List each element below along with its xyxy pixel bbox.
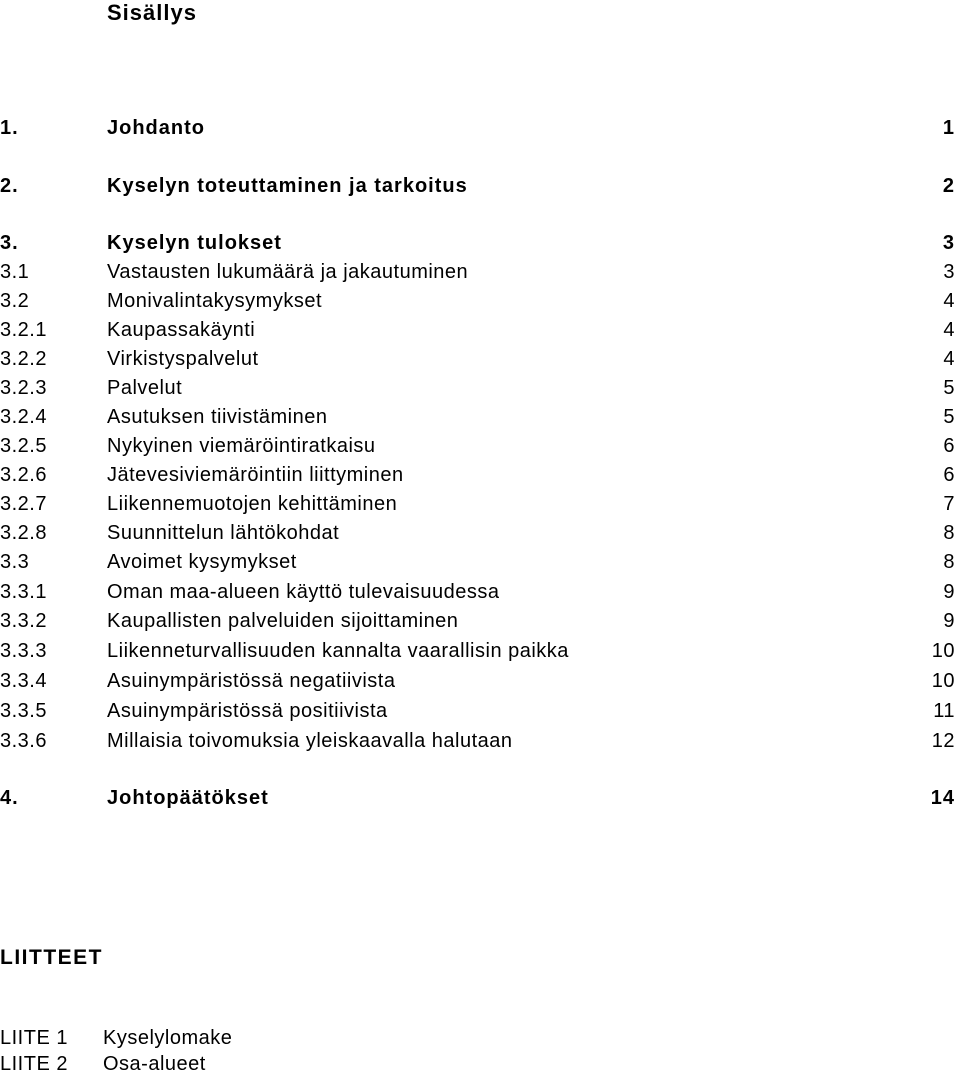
toc-page-number: 5 xyxy=(943,406,955,428)
toc-page-number: 2 xyxy=(942,175,955,197)
toc-page-number: 3 xyxy=(942,232,955,254)
toc-title: Liikenneturvallisuuden kannalta vaarallisin paikka xyxy=(107,640,569,662)
toc-number: 3.2.3 xyxy=(0,377,47,399)
toc-page-number: 4 xyxy=(943,319,955,341)
toc-title: Monivalintakysymykset xyxy=(107,290,323,312)
toc-number: 3.2.7 xyxy=(0,493,47,515)
toc-number: 3.2.1 xyxy=(0,319,47,341)
toc-entry xyxy=(0,548,955,576)
toc-number: 1. xyxy=(0,117,19,139)
toc-number: 3.3 xyxy=(0,551,30,573)
toc-title: Millaisia toivomuksia yleiskaavalla halutaan xyxy=(107,730,513,752)
toc-number: 3.2 xyxy=(0,290,30,312)
page-title: Sisällys xyxy=(107,0,197,25)
toc-title: Avoimet kysymykset xyxy=(107,551,297,573)
toc-number: 3.3.1 xyxy=(0,581,47,603)
toc-page-number: 1 xyxy=(942,117,955,139)
toc-number: 3.3.2 xyxy=(0,610,47,632)
toc-entry xyxy=(0,229,955,257)
toc-page-number: 4 xyxy=(943,348,955,370)
toc-number: 4. xyxy=(0,787,19,809)
toc-title: Asuinympäristössä positiivista xyxy=(107,700,388,722)
appendix-label: LIITE 1 xyxy=(0,1027,68,1049)
toc-entry xyxy=(0,519,955,547)
toc-number: 3.2.2 xyxy=(0,348,47,370)
toc-title: Liikennemuotojen kehittäminen xyxy=(107,493,398,515)
toc-entry xyxy=(0,727,955,755)
toc-entry xyxy=(0,258,955,286)
toc-page-number: 8 xyxy=(943,551,955,573)
toc-title: Nykyinen viemäröintiratkaisu xyxy=(107,435,376,457)
toc-number: 3.3.5 xyxy=(0,700,47,722)
toc-entry xyxy=(0,697,955,725)
toc-title: Oman maa-alueen käyttö tulevaisuudessa xyxy=(107,581,500,603)
toc-entry xyxy=(0,784,955,812)
toc-entry xyxy=(0,578,955,606)
toc-page-number: 5 xyxy=(943,377,955,399)
toc-page-number: 4 xyxy=(943,290,955,312)
toc-title: Kaupallisten palveluiden sijoittaminen xyxy=(107,610,459,632)
toc-entry xyxy=(0,345,955,373)
toc-title: Virkistyspalvelut xyxy=(107,348,259,370)
toc-number: 3.3.4 xyxy=(0,670,47,692)
toc-title: Asuinympäristössä negatiivista xyxy=(107,670,396,692)
toc-title: Suunnittelun lähtökohdat xyxy=(107,522,340,544)
toc-entry xyxy=(0,490,955,518)
toc-page-number: 6 xyxy=(943,464,955,486)
toc-entry xyxy=(0,114,955,142)
toc-page-number: 6 xyxy=(943,435,955,457)
toc-entry xyxy=(0,287,955,315)
toc-number: 3.2.6 xyxy=(0,464,47,486)
appendix-heading: LIITTEET xyxy=(0,946,103,969)
toc-title: Asutuksen tiivistäminen xyxy=(107,406,328,428)
toc-title: Kaupassakäynti xyxy=(107,319,256,341)
toc-title: Palvelut xyxy=(107,377,183,399)
toc-title: Kyselyn toteuttaminen ja tarkoitus xyxy=(107,175,468,197)
toc-entry xyxy=(0,667,955,695)
toc-number: 3.2.5 xyxy=(0,435,47,457)
toc-entry xyxy=(0,374,955,402)
toc-page-number: 11 xyxy=(933,700,955,722)
toc-page-number: 10 xyxy=(931,670,955,692)
toc-page-number: 12 xyxy=(931,730,955,752)
toc-title: Johdanto xyxy=(107,117,205,139)
toc-entry xyxy=(0,403,955,431)
toc-title: Jätevesiviemäröintiin liittyminen xyxy=(107,464,404,486)
toc-entry xyxy=(0,172,955,200)
toc-page-number: 3 xyxy=(943,261,955,283)
toc-entry xyxy=(0,316,955,344)
toc-entry xyxy=(0,432,955,460)
toc-entry xyxy=(0,461,955,489)
toc-number: 3.3.6 xyxy=(0,730,47,752)
appendix-title: Osa-alueet xyxy=(103,1053,206,1075)
appendix-title: Kyselylomake xyxy=(103,1027,233,1049)
toc-title: Kyselyn tulokset xyxy=(107,232,282,254)
toc-entry xyxy=(0,637,955,665)
toc-page-number: 10 xyxy=(931,640,955,662)
toc-number: 3.3.3 xyxy=(0,640,47,662)
toc-page-number: 9 xyxy=(943,610,955,632)
toc-number: 3.2.4 xyxy=(0,406,47,428)
toc-page-number: 9 xyxy=(943,581,955,603)
toc-page-number: 8 xyxy=(943,522,955,544)
toc-title: Johtopäätökset xyxy=(107,787,269,809)
appendix-label: LIITE 2 xyxy=(0,1053,68,1075)
toc-page-number: 7 xyxy=(943,493,955,515)
toc-number: 3.1 xyxy=(0,261,30,283)
toc-entry xyxy=(0,607,955,635)
toc-title: Vastausten lukumäärä ja jakautuminen xyxy=(107,261,469,283)
toc-page-number: 14 xyxy=(930,787,955,809)
toc-number: 2. xyxy=(0,175,19,197)
toc-number: 3. xyxy=(0,232,19,254)
toc-number: 3.2.8 xyxy=(0,522,47,544)
